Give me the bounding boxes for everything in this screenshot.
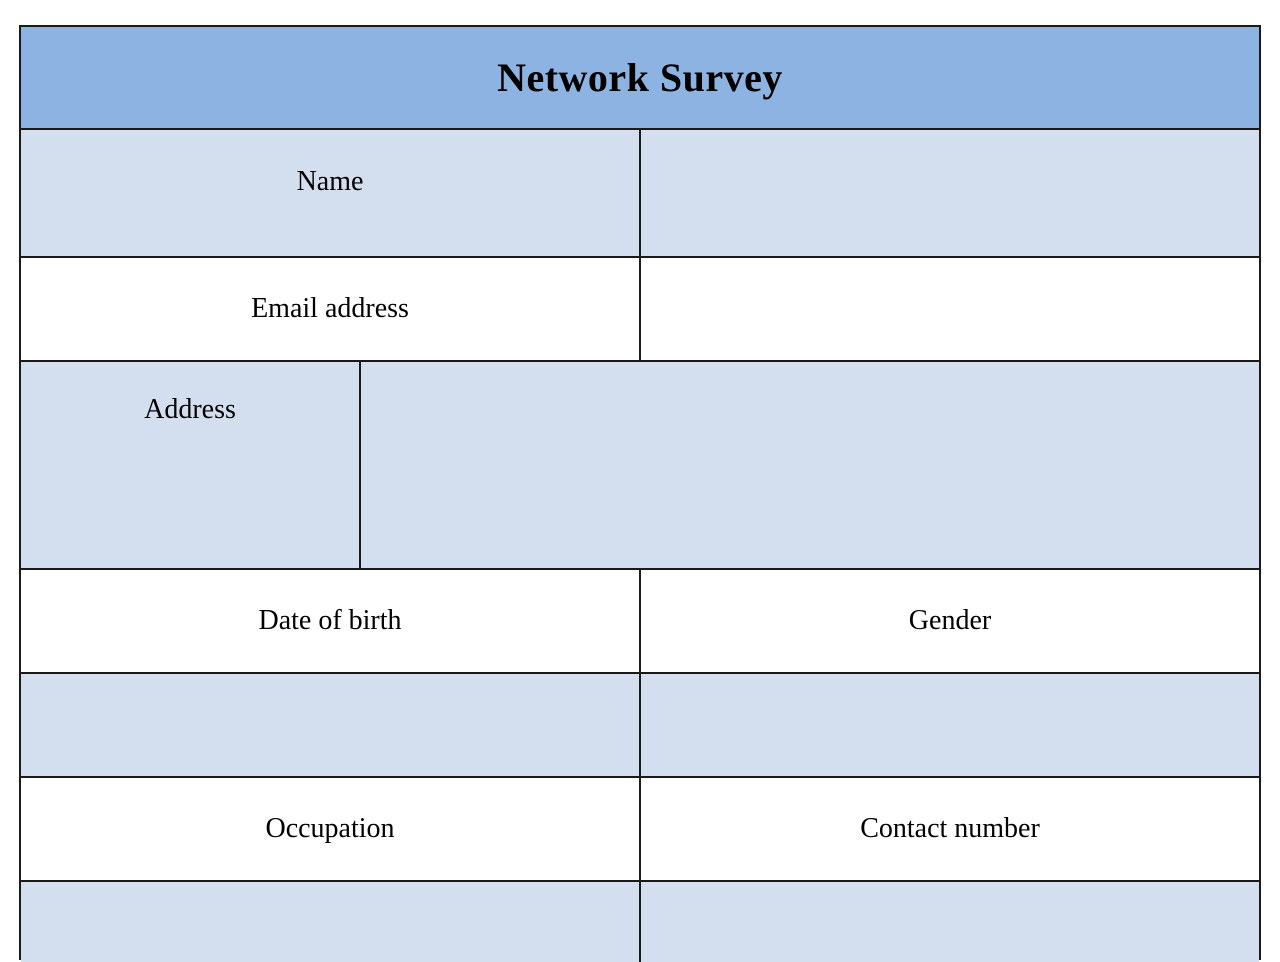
gender-label: Gender [908, 605, 992, 636]
name-row [21, 130, 1259, 258]
dob-gender-value-row [21, 674, 1259, 778]
occupation-label-cell [21, 778, 641, 880]
email-field[interactable] [641, 258, 1259, 360]
email-label: Email address [251, 293, 409, 324]
occupation-label: Occupation [265, 813, 395, 844]
occupation-field[interactable] [21, 882, 641, 962]
dob-field[interactable] [21, 674, 641, 776]
occupation-contact-label-row [21, 778, 1259, 882]
occupation-contact-value-row [21, 882, 1259, 962]
contact-label-cell [641, 778, 1259, 880]
dob-gender-label-row [21, 570, 1259, 674]
form-title: Network Survey [497, 55, 783, 100]
address-row [21, 362, 1259, 570]
dob-label: Date of birth [258, 605, 402, 636]
dob-label-cell [21, 570, 641, 672]
network-survey-form [19, 25, 1261, 960]
gender-field[interactable] [641, 674, 1259, 776]
name-label: Name [296, 166, 364, 197]
name-field[interactable] [641, 130, 1259, 256]
contact-label: Contact number [860, 813, 1040, 844]
gender-label-cell [641, 570, 1259, 672]
address-field[interactable] [361, 362, 1259, 568]
address-label: Address [144, 394, 236, 425]
form-title-bar [21, 27, 1259, 130]
email-row [21, 258, 1259, 362]
email-label-cell [21, 258, 641, 360]
address-label-cell [21, 362, 361, 568]
name-label-cell [21, 130, 641, 256]
contact-field[interactable] [641, 882, 1259, 962]
